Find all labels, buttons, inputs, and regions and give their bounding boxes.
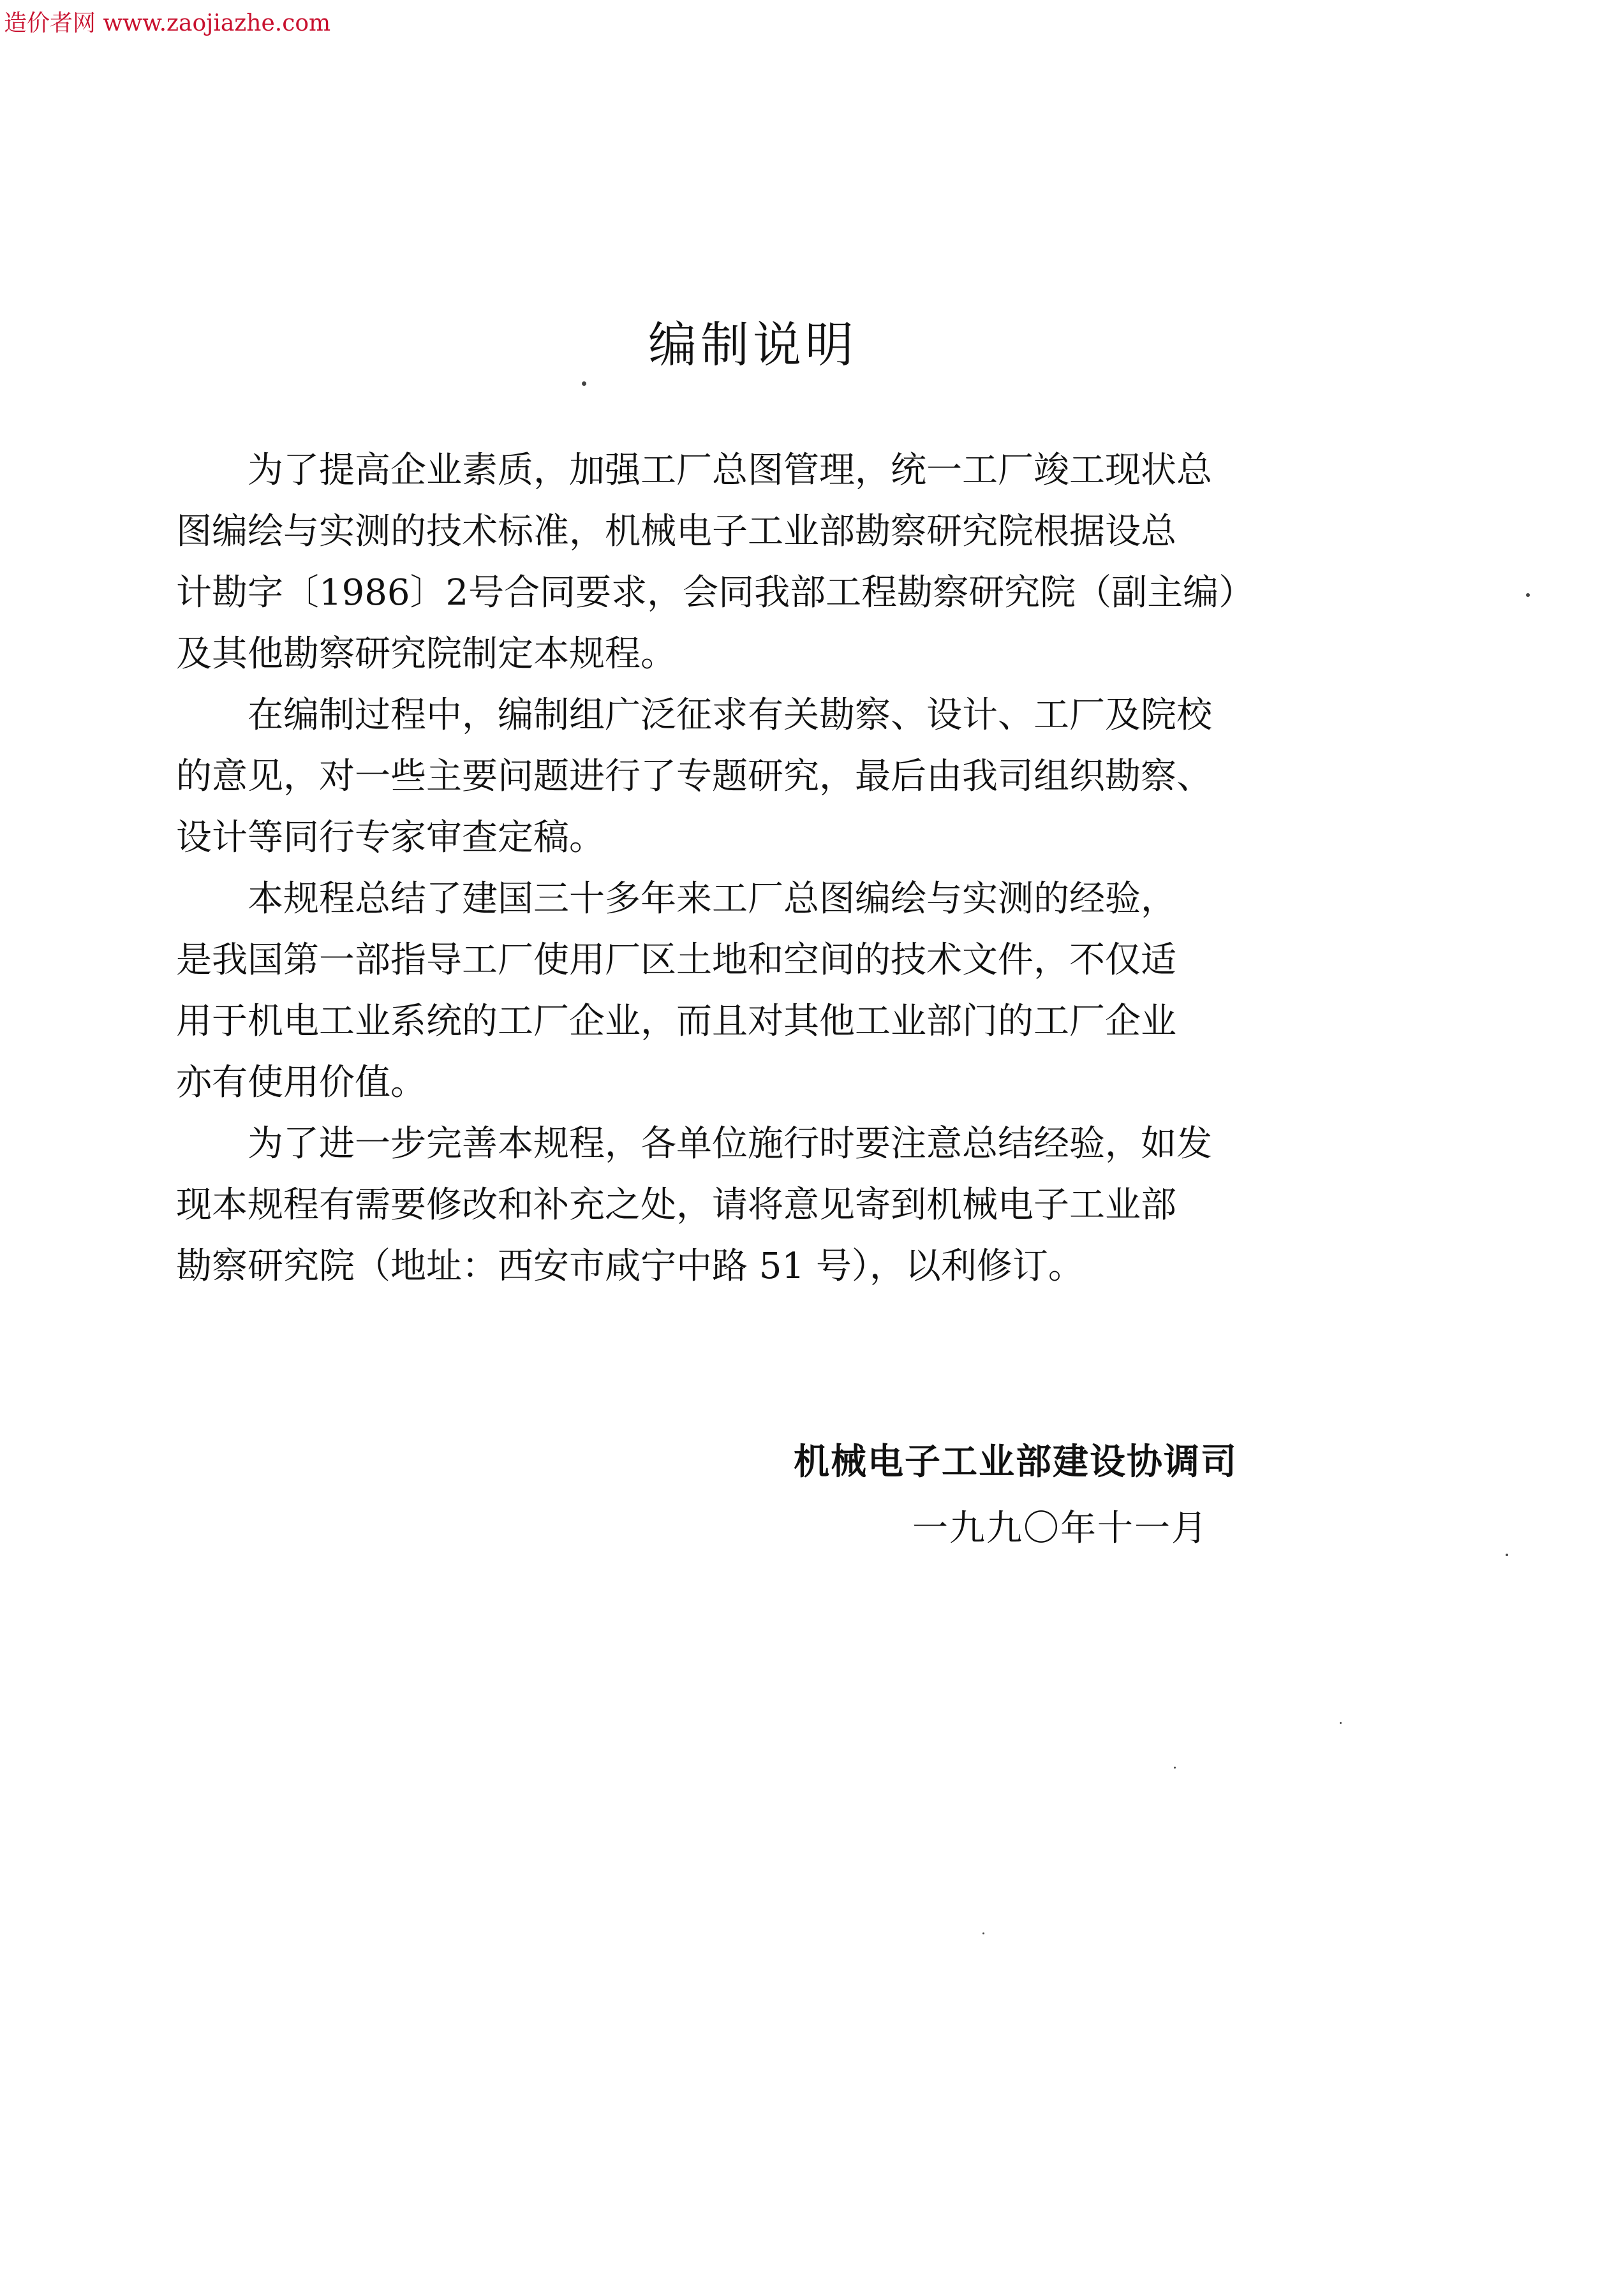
- scan-speck: [1506, 1554, 1508, 1556]
- page-title: 编制说明: [648, 316, 857, 373]
- watermark-text: 造价者网 www.zaojiazhe.com: [4, 10, 331, 36]
- scan-speck: [1340, 1722, 1342, 1724]
- paragraph-3: 本规程总结了建国三十多年来工厂总图编绘与实测的经验， 是我国第一部指导工厂使用厂区土地和空间的技术文件，不仅适 用于机电工业系统的工厂企业，而且对其他工业部门的工厂企业 亦有使用价值。: [176, 878, 1176, 1103]
- scan-speck: [1174, 1767, 1176, 1769]
- issue-date: 一九九〇年十一月: [912, 1508, 1208, 1549]
- scan-speck: [1526, 593, 1530, 597]
- paragraph-4: 为了进一步完善本规程，各单位施行时要注意总结经验，如发 现本规程有需要修改和补充之处，请将意见寄到机械电子工业部 勘察研究院（地址：西安市咸宁中路 51 号），以利修订。: [176, 1123, 1212, 1287]
- paragraph-1: 为了提高企业素质，加强工厂总图管理，统一工厂竣工现状总 图编绘与实测的技术标准，机械电子工业部勘察研究院根据设总 计勘字〔1986〕2号合同要求，会同我部工程勘察研究院（副主编） 及其他勘察研究院制定本规程。: [176, 450, 1255, 675]
- scan-speck: [582, 381, 586, 386]
- scan-speck: [982, 1932, 984, 1934]
- paragraph-2: 在编制过程中，编制组广泛征求有关勘察、设计、工厂及院校 的意见，对一些主要问题进行了专题研究，最后由我司组织勘察、 设计等同行专家审查定稿。: [176, 695, 1212, 858]
- issuing-authority: 机械电子工业部建设协调司: [794, 1441, 1238, 1483]
- document-body: [176, 440, 1350, 1297]
